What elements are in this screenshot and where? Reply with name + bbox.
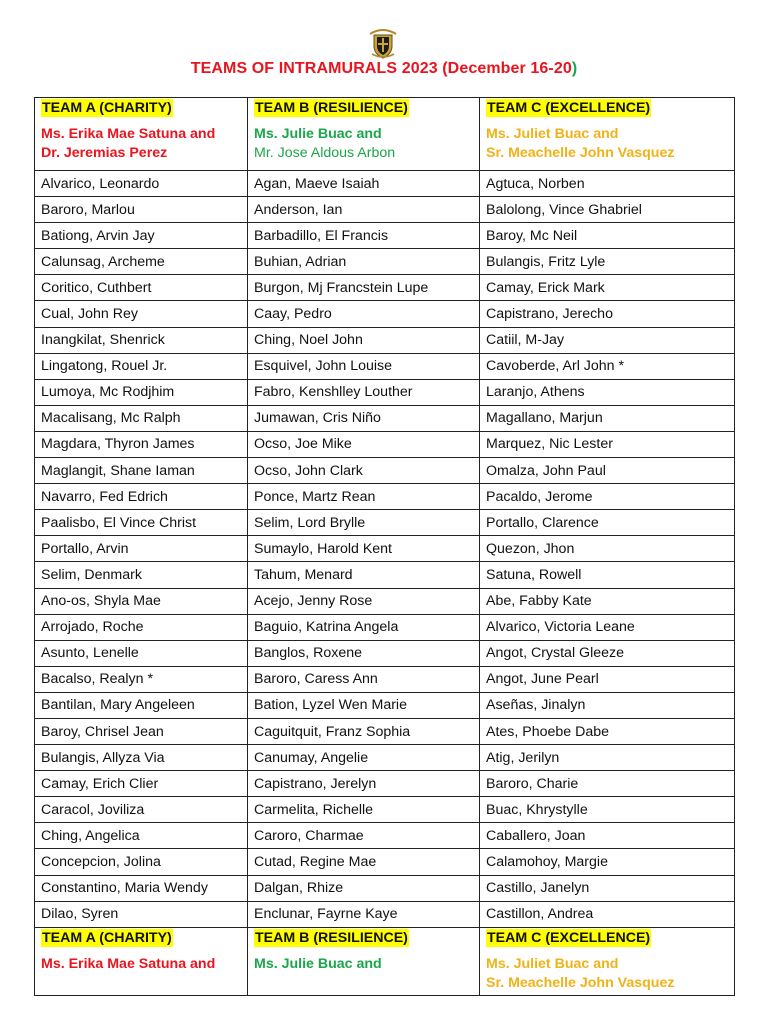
table-row — [35, 536, 735, 562]
team-a-member-cell: Arrojado, Roche — [35, 614, 248, 640]
team-a-member-cell: Caracol, Joviliza — [35, 797, 248, 823]
team-a-member-cell: Constantino, Maria Wendy — [35, 875, 248, 901]
team-b-label: TEAM B (RESILIENCE) — [255, 929, 408, 946]
team-c-advisers — [486, 125, 728, 163]
team-a-member-cell: Bacalso, Realyn * — [35, 666, 248, 692]
team-c-member-cell: Buac, Khrystylle — [480, 797, 735, 823]
table-row — [35, 223, 735, 249]
table-row — [35, 327, 735, 353]
team-a-advisers — [41, 955, 241, 974]
table-row — [35, 510, 735, 536]
team-a-member-cell: Cual, John Rey — [35, 301, 248, 327]
team-b-header-cell — [248, 98, 480, 171]
team-a-label: TEAM A (CHARITY) — [42, 929, 172, 946]
team-a-member-cell: Lingatong, Rouel Jr. — [35, 353, 248, 379]
table-row — [35, 197, 735, 223]
team-c-member-cell: Camay, Erick Mark — [480, 275, 735, 301]
team-c-member-cell: Balolong, Vince Ghabriel — [480, 197, 735, 223]
team-c-member-cell: Catiil, M-Jay — [480, 327, 735, 353]
table-row — [35, 718, 735, 744]
team-b-advisers — [254, 125, 473, 163]
team-b-member-cell: Caroro, Charmae — [248, 823, 480, 849]
team-c-member-cell: Angot, June Pearl — [480, 666, 735, 692]
table-row — [35, 405, 735, 431]
team-c-member-cell: Pacaldo, Jerome — [480, 484, 735, 510]
team-c-member-cell: Laranjo, Athens — [480, 379, 735, 405]
table-row — [35, 249, 735, 275]
team-b-member-cell: Caay, Pedro — [248, 301, 480, 327]
team-b-member-cell: Esquivel, John Louise — [248, 353, 480, 379]
team-b-member-cell: Selim, Lord Brylle — [248, 510, 480, 536]
table-row — [35, 849, 735, 875]
team-b-advisers — [254, 955, 473, 974]
team-c-member-cell: Magallano, Marjun — [480, 405, 735, 431]
team-c-member-cell: Cavoberde, Arl John * — [480, 353, 735, 379]
team-a-member-cell: Magdara, Thyron James — [35, 431, 248, 457]
table-row — [35, 614, 735, 640]
table-row — [35, 666, 735, 692]
team-a-member-cell: Bationg, Arvin Jay — [35, 223, 248, 249]
table-row — [35, 588, 735, 614]
team-c-adviser-2: Sr. Meachelle John Vasquez — [486, 974, 675, 991]
team-c-member-cell: Satuna, Rowell — [480, 562, 735, 588]
team-c-adviser-2: Sr. Meachelle John Vasquez — [486, 145, 675, 161]
team-b-member-cell: Caguitquit, Franz Sophia — [248, 718, 480, 744]
team-c-label: TEAM C (EXCELLENCE) — [487, 100, 651, 116]
table-row — [35, 353, 735, 379]
title-paren-open: ( — [442, 60, 448, 77]
team-c-adviser-1: Ms. Juliet Buac and — [486, 955, 619, 972]
team-a-adviser-1: Ms. Erika Mae Satuna and — [41, 955, 216, 972]
team-a-member-cell: Calunsag, Archeme — [35, 249, 248, 275]
team-b-label: TEAM B (RESILIENCE) — [255, 100, 408, 116]
team-a-member-cell: Alvarico, Leonardo — [35, 171, 248, 197]
team-c-member-cell: Alvarico, Victoria Leane — [480, 614, 735, 640]
team-b-member-cell: Banglos, Roxene — [248, 640, 480, 666]
table-row — [35, 875, 735, 901]
team-a-member-cell: Ano-os, Shyla Mae — [35, 588, 248, 614]
repeat-header-row — [35, 927, 735, 995]
team-c-member-cell: Omalza, John Paul — [480, 458, 735, 484]
team-c-member-cell: Portallo, Clarence — [480, 510, 735, 536]
table-row — [35, 562, 735, 588]
team-c-member-cell: Baroro, Charie — [480, 771, 735, 797]
team-b-member-cell: Burgon, Mj Francstein Lupe — [248, 275, 480, 301]
table-row — [35, 640, 735, 666]
team-c-member-cell: Marquez, Nic Lester — [480, 431, 735, 457]
team-a-member-cell: Concepcion, Jolina — [35, 849, 248, 875]
team-a-member-cell: Selim, Denmark — [35, 562, 248, 588]
team-a-member-cell: Ching, Angelica — [35, 823, 248, 849]
team-b-member-cell: Canumay, Angelie — [248, 745, 480, 771]
team-b-member-cell: Ponce, Martz Rean — [248, 484, 480, 510]
team-c-member-cell: Caballero, Joan — [480, 823, 735, 849]
team-b-adviser-2: Mr. Jose Aldous Arbon — [254, 145, 396, 161]
team-b-member-cell: Cutad, Regine Mae — [248, 849, 480, 875]
team-a-member-cell: Lumoya, Mc Rodjhim — [35, 379, 248, 405]
team-c-member-cell: Capistrano, Jerecho — [480, 301, 735, 327]
team-b-adviser-1: Ms. Julie Buac and — [254, 955, 382, 972]
team-a-member-cell: Navarro, Fed Edrich — [35, 484, 248, 510]
table-row — [35, 692, 735, 718]
table-row — [35, 379, 735, 405]
team-c-member-cell: Atig, Jerilyn — [480, 745, 735, 771]
team-a-adviser-2: Dr. Jeremias Perez — [41, 145, 168, 161]
table-row — [35, 301, 735, 327]
team-c-member-cell: Agtuca, Norben — [480, 171, 735, 197]
table-row — [35, 797, 735, 823]
team-a-member-cell: Bulangis, Allyza Via — [35, 745, 248, 771]
team-b-member-cell: Barbadillo, El Francis — [248, 223, 480, 249]
team-a-member-cell: Maglangit, Shane Iaman — [35, 458, 248, 484]
title-dates: December 16-20 — [447, 60, 572, 77]
table-row — [35, 458, 735, 484]
team-c-member-cell: Abe, Fabby Kate — [480, 588, 735, 614]
team-a-member-cell: Baroy, Chrisel Jean — [35, 718, 248, 744]
team-b-member-cell: Dalgan, Rhize — [248, 875, 480, 901]
team-c-advisers — [486, 955, 728, 993]
team-b-member-cell: Acejo, Jenny Rose — [248, 588, 480, 614]
table-row — [35, 823, 735, 849]
team-c-adviser-1: Ms. Juliet Buac and — [486, 126, 619, 142]
team-b-adviser-1: Ms. Julie Buac and — [254, 126, 382, 142]
team-b-member-cell: Ocso, Joe Mike — [248, 431, 480, 457]
team-b-member-cell: Capistrano, Jerelyn — [248, 771, 480, 797]
team-b-member-cell: Tahum, Menard — [248, 562, 480, 588]
table-row — [35, 745, 735, 771]
team-a-label: TEAM A (CHARITY) — [42, 100, 172, 116]
team-b-member-cell: Baroro, Caress Ann — [248, 666, 480, 692]
team-c-member-cell: Castillon, Andrea — [480, 901, 735, 927]
title-paren-close: ) — [571, 60, 578, 77]
team-b-member-cell: Enclunar, Fayrne Kaye — [248, 901, 480, 927]
table-row — [35, 771, 735, 797]
title-main: TEAMS OF INTRAMURALS 2023 — [190, 60, 438, 77]
team-b-member-cell: Bation, Lyzel Wen Marie — [248, 692, 480, 718]
team-c-member-cell: Castillo, Janelyn — [480, 875, 735, 901]
team-b-member-cell: Ching, Noel John — [248, 327, 480, 353]
team-a-member-cell: Portallo, Arvin — [35, 536, 248, 562]
team-a-advisers — [41, 125, 241, 163]
team-b-member-cell: Ocso, John Clark — [248, 458, 480, 484]
team-a-member-cell: Inangkilat, Shenrick — [35, 327, 248, 353]
team-c-member-cell: Bulangis, Fritz Lyle — [480, 249, 735, 275]
school-seal-logo — [366, 26, 400, 60]
team-c-member-cell: Angot, Crystal Gleeze — [480, 640, 735, 666]
team-c-label: TEAM C (EXCELLENCE) — [487, 929, 651, 946]
team-a-adviser-1: Ms. Erika Mae Satuna and — [41, 126, 216, 142]
team-a-member-cell: Dilao, Syren — [35, 901, 248, 927]
table-row — [35, 431, 735, 457]
team-a-member-cell: Paalisbo, El Vince Christ — [35, 510, 248, 536]
team-b-repeat-header-cell — [248, 927, 480, 995]
team-a-repeat-header-cell — [35, 927, 248, 995]
team-c-header-cell — [480, 98, 735, 171]
team-b-member-cell: Anderson, Ian — [248, 197, 480, 223]
team-b-member-cell: Baguio, Katrina Angela — [248, 614, 480, 640]
team-a-member-cell: Baroro, Marlou — [35, 197, 248, 223]
team-c-member-cell: Ates, Phoebe Dabe — [480, 718, 735, 744]
table-row — [35, 171, 735, 197]
team-a-member-cell: Coritico, Cuthbert — [35, 275, 248, 301]
team-c-member-cell: Baroy, Mc Neil — [480, 223, 735, 249]
team-b-member-cell: Agan, Maeve Isaiah — [248, 171, 480, 197]
team-a-member-cell: Bantilan, Mary Angeleen — [35, 692, 248, 718]
team-b-member-cell: Buhian, Adrian — [248, 249, 480, 275]
team-c-repeat-header-cell — [480, 927, 735, 995]
team-c-member-cell: Quezon, Jhon — [480, 536, 735, 562]
team-a-header-cell — [35, 98, 248, 171]
team-c-member-cell: Calamohoy, Margie — [480, 849, 735, 875]
table-row — [35, 484, 735, 510]
team-b-member-cell: Jumawan, Cris Niño — [248, 405, 480, 431]
team-roster-table — [34, 97, 735, 996]
header-row — [35, 98, 735, 171]
table-row — [35, 275, 735, 301]
page-title — [0, 60, 768, 78]
team-c-member-cell: Aseñas, Jinalyn — [480, 692, 735, 718]
team-a-member-cell: Asunto, Lenelle — [35, 640, 248, 666]
team-b-member-cell: Sumaylo, Harold Kent — [248, 536, 480, 562]
table-row — [35, 901, 735, 927]
team-b-member-cell: Fabro, Kenshlley Louther — [248, 379, 480, 405]
team-a-member-cell: Macalisang, Mc Ralph — [35, 405, 248, 431]
team-b-member-cell: Carmelita, Richelle — [248, 797, 480, 823]
team-a-member-cell: Camay, Erich Clier — [35, 771, 248, 797]
